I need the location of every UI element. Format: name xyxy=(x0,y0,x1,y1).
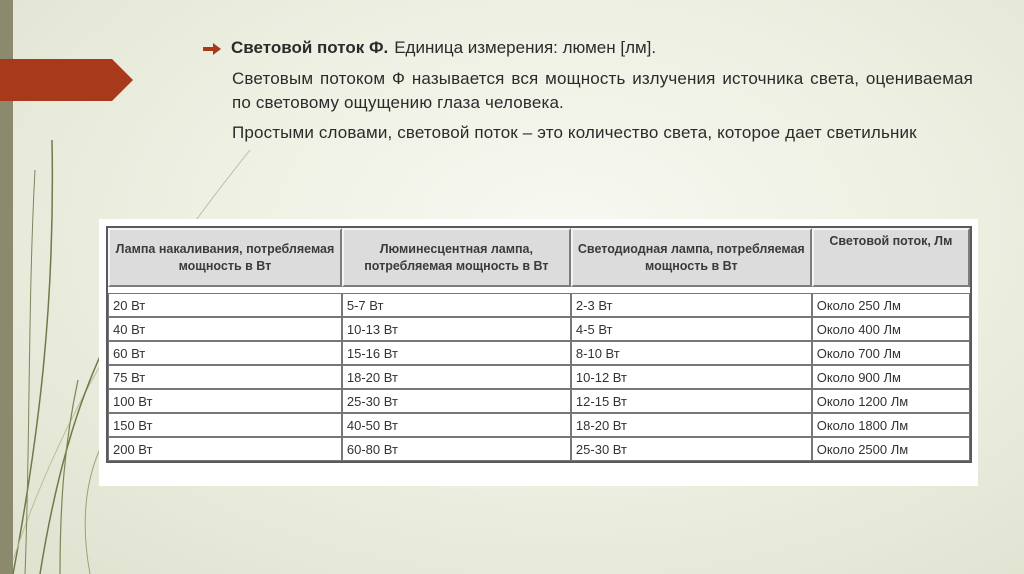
header-luminous-flux: Световой поток, Лм xyxy=(812,228,970,287)
definition-paragraph: Световым потоком Ф называется вся мощность излучения источника света, оцениваемая по световому ощущению глаза человека. xyxy=(232,69,973,112)
table-row xyxy=(108,341,970,365)
cell-fluorescent: 60-80 Вт xyxy=(342,437,571,461)
table-row xyxy=(108,317,970,341)
cell-incandescent: 200 Вт xyxy=(108,437,342,461)
arrow-bullet-icon xyxy=(203,43,221,55)
cell-fluorescent: 25-30 Вт xyxy=(342,389,571,413)
cell-incandescent: 100 Вт xyxy=(108,389,342,413)
table-row xyxy=(108,437,970,461)
table-row xyxy=(108,413,970,437)
cell-fluorescent: 18-20 Вт xyxy=(342,365,571,389)
cell-fluorescent: 10-13 Вт xyxy=(342,317,571,341)
cell-led: 25-30 Вт xyxy=(571,437,812,461)
cell-incandescent: 20 Вт xyxy=(108,293,342,317)
header-incandescent: Лампа накаливания, потребляемая мощность в Вт xyxy=(108,228,342,287)
cell-incandescent: 60 Вт xyxy=(108,341,342,365)
cell-incandescent: 150 Вт xyxy=(108,413,342,437)
table-header-row xyxy=(108,228,970,287)
heading-term: Световой поток Ф. xyxy=(231,38,389,57)
cell-led: 2-3 Вт xyxy=(571,293,812,317)
cell-flux: Около 250 Лм xyxy=(812,293,970,317)
cell-incandescent: 40 Вт xyxy=(108,317,342,341)
slide-text xyxy=(203,36,973,145)
cell-incandescent: 75 Вт xyxy=(108,365,342,389)
cell-flux: Около 2500 Лм xyxy=(812,437,970,461)
cell-flux: Около 1800 Лм xyxy=(812,413,970,437)
cell-flux: Около 400 Лм xyxy=(812,317,970,341)
table-row xyxy=(108,293,970,317)
cell-led: 8-10 Вт xyxy=(571,341,812,365)
cell-led: 4-5 Вт xyxy=(571,317,812,341)
luminous-flux-table xyxy=(106,226,972,463)
heading-unit: Единица измерения: люмен [лм]. xyxy=(394,38,657,57)
accent-tab xyxy=(0,59,133,101)
cell-flux: Около 900 Лм xyxy=(812,365,970,389)
cell-led: 18-20 Вт xyxy=(571,413,812,437)
table-row xyxy=(108,389,970,413)
cell-led: 12-15 Вт xyxy=(571,389,812,413)
cell-fluorescent: 40-50 Вт xyxy=(342,413,571,437)
header-fluorescent: Люминесцентная лампа, потребляемая мощность в Вт xyxy=(342,228,571,287)
cell-flux: Около 700 Лм xyxy=(812,341,970,365)
simple-explanation-paragraph: Простыми словами, световой поток – это количество света, которое дает светильник xyxy=(232,123,917,142)
cell-flux: Около 1200 Лм xyxy=(812,389,970,413)
table-row xyxy=(108,365,970,389)
cell-fluorescent: 5-7 Вт xyxy=(342,293,571,317)
bullet-heading xyxy=(203,36,973,60)
header-led: Светодиодная лампа, потребляемая мощность в Вт xyxy=(571,228,812,287)
cell-led: 10-12 Вт xyxy=(571,365,812,389)
table-image-frame xyxy=(99,219,978,486)
cell-fluorescent: 15-16 Вт xyxy=(342,341,571,365)
